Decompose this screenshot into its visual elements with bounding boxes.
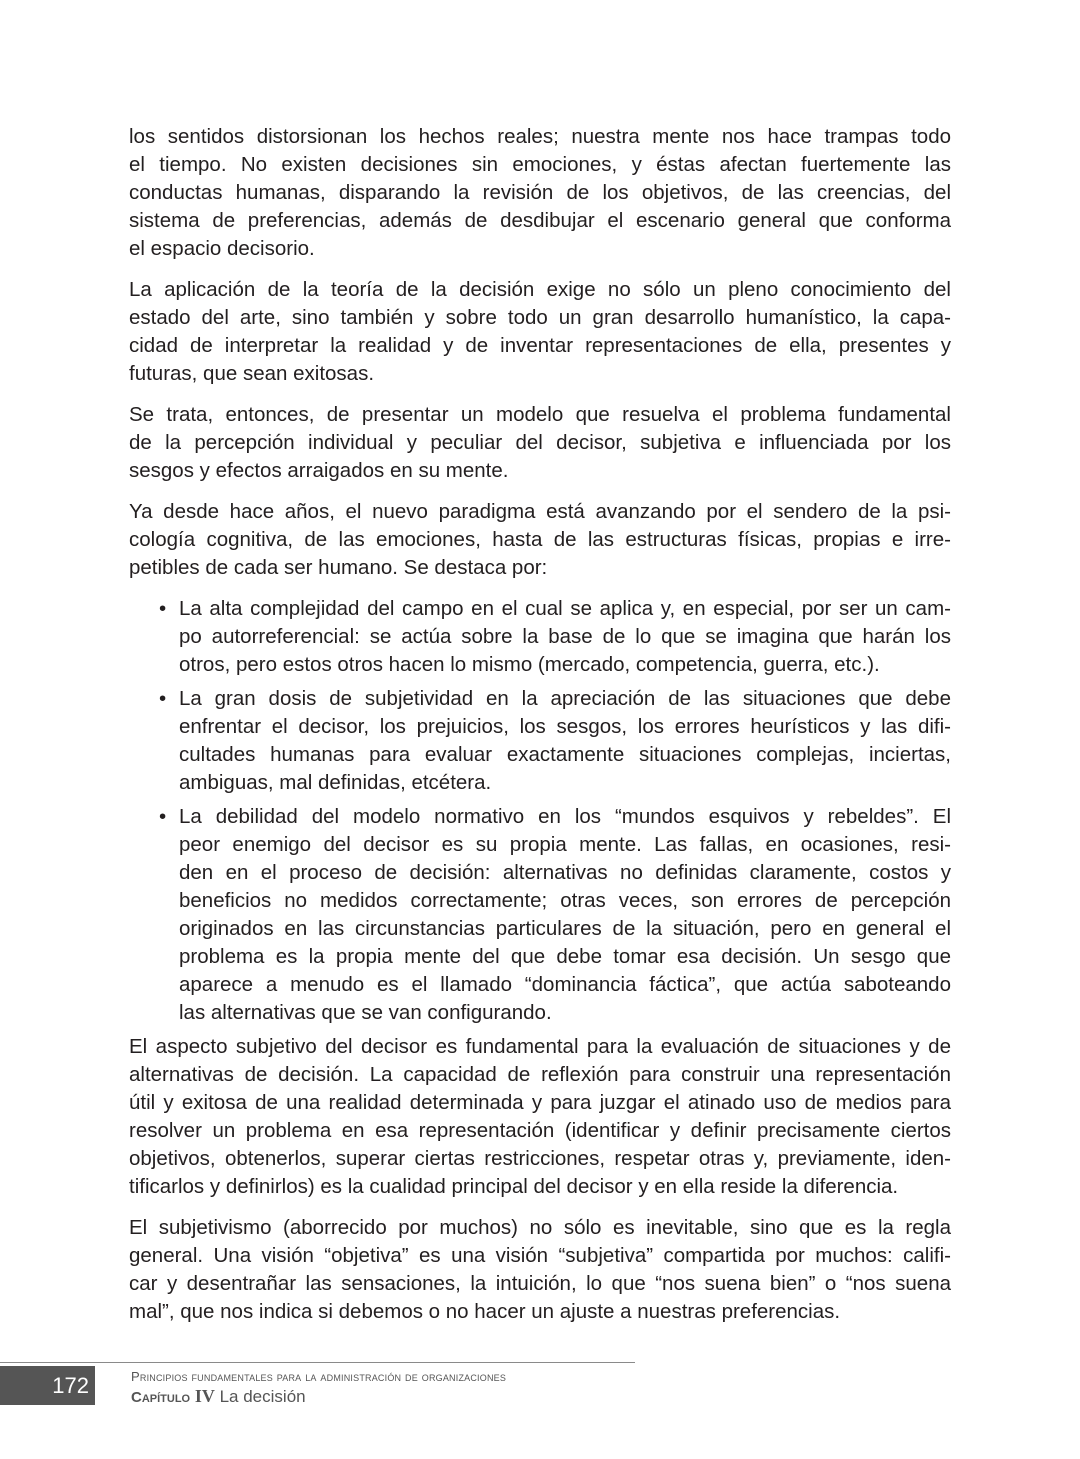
paragraph [129, 123, 951, 263]
book-title: Principios fundamentales para la administración de organizaciones [131, 1369, 507, 1384]
text-line: conductas humanas, disparando la revisión de los objetivos, de las creencias, del [129, 181, 951, 204]
text-line: otros, pero estos otros hacen lo mismo (mercado, competencia, guerra, etc.). [179, 653, 880, 676]
bullet-icon: • [159, 687, 167, 710]
text-line: mal”, que nos indica si debemos o no hacer un ajuste a nuestras preferencias. [129, 1300, 841, 1323]
text-line: peor enemigo del decisor es su propia mente. Las fallas, en ocasiones, resi- [179, 833, 951, 856]
text-line: La debilidad del modelo normativo en los “mundos esquivos y rebeldes”. El [179, 805, 951, 828]
text-line: El aspecto subjetivo del decisor es fundamental para la evaluación de situaciones y de [129, 1035, 951, 1058]
text-line: los sentidos distorsionan los hechos reales; nuestra mente nos hace trampas todo [129, 125, 951, 148]
text-line: resolver un problema en esa representación (identificar y definir precisamente ciertos [129, 1119, 951, 1142]
text-line: cultades humanas para evaluar exactamente situaciones complejas, inciertas, [179, 743, 951, 766]
page-number: 172 [0, 1366, 95, 1405]
text-line: sistema de preferencias, además de desdibujar el escenario general que conforma [129, 209, 951, 232]
text-line: Ya desde hace años, el nuevo paradigma está avanzando por el sendero de la psi- [129, 500, 951, 523]
text-line: de la percepción individual y peculiar del decisor, subjetiva e influenciada por los [129, 431, 951, 454]
chapter-title: La decisión [219, 1387, 306, 1406]
bullet-icon: • [159, 805, 167, 828]
chapter-number: IV [194, 1386, 215, 1406]
bullet-item [129, 685, 951, 797]
chapter-heading [131, 1386, 306, 1407]
bullet-icon: • [159, 597, 167, 620]
text-line: El subjetivismo (aborrecido por muchos) no sólo es inevitable, sino que es la regla [129, 1216, 951, 1239]
text-line: car y desentrañar las sensaciones, la intuición, lo que “nos suena bien” o “nos suena [129, 1272, 951, 1295]
paragraph [129, 498, 951, 582]
text-line: estado del arte, sino también y sobre todo un gran desarrollo humanístico, la capa- [129, 306, 951, 329]
text-line: ambiguas, mal definidas, etcétera. [179, 771, 492, 794]
text-line: futuras, que sean exitosas. [129, 362, 375, 385]
text-line: petibles de cada ser humano. Se destaca por: [129, 556, 548, 579]
text-line: Se trata, entonces, de presentar un modelo que resuelva el problema fundamental [129, 403, 951, 426]
text-line: po autorreferencial: se actúa sobre la base de lo que se imagina que harán los [179, 625, 951, 648]
text-line: den en el proceso de decisión: alternativas no definidas claramente, costos y [179, 861, 951, 884]
text-line: el tiempo. No existen decisiones sin emociones, y éstas afectan fuertemente las [129, 153, 951, 176]
chapter-label: Capítulo [131, 1389, 191, 1406]
text-line: general. Una visión “objetiva” es una visión “subjetiva” compartida por muchos: califi- [129, 1244, 951, 1267]
text-line: tificarlos y definirlos) es la cualidad principal del decisor y en ella reside la diferencia. [129, 1175, 899, 1198]
paragraph [129, 401, 951, 485]
body-text [129, 123, 951, 1339]
text-line: las alternativas que se van configurando. [179, 1001, 552, 1024]
text-line: enfrentar el decisor, los prejuicios, los sesgos, los errores heurísticos y las difi- [179, 715, 951, 738]
bullet-item [129, 803, 951, 1027]
bullet-list [129, 595, 951, 1027]
text-line: sesgos y efectos arraigados en su mente. [129, 459, 509, 482]
text-line: originados en las circunstancias particulares de la situación, pero en general el [179, 917, 951, 940]
text-line: aparece a menudo es el llamado “dominancia fáctica”, que actúa saboteando [179, 973, 951, 996]
footer-divider [0, 1362, 635, 1363]
text-line: La aplicación de la teoría de la decisión exige no sólo un pleno conocimiento del [129, 278, 951, 301]
text-line: útil y exitosa de una realidad determinada y para juzgar el atinado uso de medios para [129, 1091, 951, 1114]
paragraph [129, 1033, 951, 1201]
text-line: La gran dosis de subjetividad en la apreciación de las situaciones que debe [179, 687, 951, 710]
bullet-item [129, 595, 951, 679]
text-line: La alta complejidad del campo en el cual se aplica y, en especial, por ser un cam- [179, 597, 951, 620]
text-line: alternativas de decisión. La capacidad de reflexión para construir una representación [129, 1063, 951, 1086]
text-line: beneficios no medidos correctamente; otras veces, son errores de percepción [179, 889, 951, 912]
text-line: cidad de interpretar la realidad y de inventar representaciones de ella, presentes y [129, 334, 951, 357]
text-line: objetivos, obtenerlos, superar ciertas restricciones, respetar otras y, previamente, iden- [129, 1147, 951, 1170]
text-line: problema es la propia mente del que debe tomar esa decisión. Un sesgo que [179, 945, 951, 968]
paragraph [129, 1214, 951, 1326]
paragraph [129, 276, 951, 388]
text-line: cología cognitiva, de las emociones, hasta de las estructuras físicas, propias e irre- [129, 528, 951, 551]
text-line: el espacio decisorio. [129, 237, 315, 260]
